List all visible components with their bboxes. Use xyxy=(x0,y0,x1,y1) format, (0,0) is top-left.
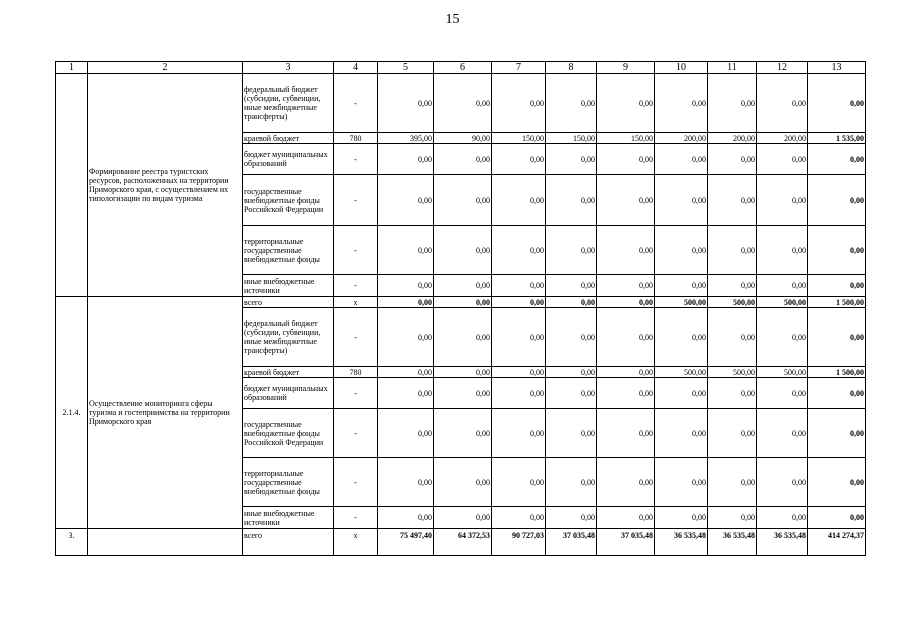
value-cell: 200,00 xyxy=(708,133,757,144)
total-cell: 0,00 xyxy=(808,144,866,175)
code-cell: - xyxy=(334,175,378,226)
value-cell: 0,00 xyxy=(378,175,434,226)
value-cell: 0,00 xyxy=(708,308,757,367)
value-cell: 0,00 xyxy=(378,378,434,409)
value-cell: 0,00 xyxy=(378,507,434,529)
value-cell: 150,00 xyxy=(546,133,597,144)
value-cell: 0,00 xyxy=(378,74,434,133)
funding-source: территориальные государственные внебюджетные фонды xyxy=(243,226,334,275)
value-cell: 0,00 xyxy=(597,308,655,367)
value-cell: 150,00 xyxy=(492,133,546,144)
page-number: 15 xyxy=(445,12,460,27)
funding-source: бюджет муниципальных образований xyxy=(243,144,334,175)
value-cell: 0,00 xyxy=(546,378,597,409)
value-cell: 0,00 xyxy=(434,378,492,409)
funding-source: иные внебюджетные источники xyxy=(243,275,334,297)
value-cell: 500,00 xyxy=(757,297,808,308)
value-cell: 0,00 xyxy=(492,144,546,175)
value-cell: 0,00 xyxy=(597,378,655,409)
total-cell: 0,00 xyxy=(808,175,866,226)
value-cell: 0,00 xyxy=(708,409,757,458)
code-cell: - xyxy=(334,409,378,458)
value-cell: 0,00 xyxy=(492,226,546,275)
value-cell: 0,00 xyxy=(655,275,708,297)
value-cell: 0,00 xyxy=(492,297,546,308)
value-cell: 0,00 xyxy=(546,175,597,226)
value-cell: 0,00 xyxy=(434,175,492,226)
value-cell: 0,00 xyxy=(546,74,597,133)
column-header: 6 xyxy=(434,62,492,74)
value-cell: 0,00 xyxy=(434,458,492,507)
value-cell: 0,00 xyxy=(434,226,492,275)
value-cell: 0,00 xyxy=(708,144,757,175)
total-cell: 1 500,00 xyxy=(808,297,866,308)
value-cell: 0,00 xyxy=(546,144,597,175)
value-cell: 0,00 xyxy=(757,507,808,529)
value-cell: 0,00 xyxy=(546,297,597,308)
code-cell: - xyxy=(334,458,378,507)
value-cell: 90 727,03 xyxy=(492,529,546,556)
value-cell: 0,00 xyxy=(655,378,708,409)
row-number: 3. xyxy=(56,529,88,556)
total-cell: 1 535,00 xyxy=(808,133,866,144)
value-cell: 0,00 xyxy=(597,275,655,297)
value-cell: 0,00 xyxy=(708,275,757,297)
value-cell: 500,00 xyxy=(757,367,808,378)
value-cell: 37 035,48 xyxy=(546,529,597,556)
table-row xyxy=(56,74,866,133)
value-cell: 0,00 xyxy=(655,409,708,458)
total-cell: 0,00 xyxy=(808,458,866,507)
code-cell: - xyxy=(334,275,378,297)
value-cell: 0,00 xyxy=(378,458,434,507)
measure-description: Осуществление мониторинга сферы туризма и гостеприимства на территории Приморского края xyxy=(88,297,243,529)
value-cell: 0,00 xyxy=(597,507,655,529)
value-cell: 0,00 xyxy=(546,226,597,275)
total-cell: 414 274,37 xyxy=(808,529,866,556)
code-cell: - xyxy=(334,74,378,133)
code-cell: х xyxy=(334,529,378,556)
value-cell: 0,00 xyxy=(655,458,708,507)
funding-source: федеральный бюджет (субсидии, субвенции, иные межбюджетные трансферты) xyxy=(243,74,334,133)
total-cell: 0,00 xyxy=(808,378,866,409)
value-cell: 0,00 xyxy=(708,175,757,226)
value-cell: 500,00 xyxy=(708,297,757,308)
column-header: 13 xyxy=(808,62,866,74)
value-cell: 0,00 xyxy=(757,308,808,367)
value-cell: 0,00 xyxy=(655,507,708,529)
column-header: 7 xyxy=(492,62,546,74)
budget-table xyxy=(55,61,866,556)
value-cell: 0,00 xyxy=(597,175,655,226)
value-cell: 0,00 xyxy=(757,144,808,175)
code-cell: - xyxy=(334,144,378,175)
value-cell: 0,00 xyxy=(655,74,708,133)
value-cell: 0,00 xyxy=(546,458,597,507)
value-cell: 0,00 xyxy=(434,297,492,308)
funding-source: территориальные государственные внебюджетные фонды xyxy=(243,458,334,507)
value-cell: 0,00 xyxy=(597,74,655,133)
total-cell: 0,00 xyxy=(808,74,866,133)
value-cell: 0,00 xyxy=(708,507,757,529)
funding-source: государственные внебюджетные фонды Российской Федерации xyxy=(243,175,334,226)
value-cell: 0,00 xyxy=(708,226,757,275)
column-header: 9 xyxy=(597,62,655,74)
value-cell: 0,00 xyxy=(597,458,655,507)
value-cell: 36 535,48 xyxy=(757,529,808,556)
value-cell: 0,00 xyxy=(492,409,546,458)
measure-description xyxy=(88,529,243,556)
value-cell: 0,00 xyxy=(492,308,546,367)
row-number xyxy=(56,74,88,297)
value-cell: 0,00 xyxy=(492,378,546,409)
value-cell: 0,00 xyxy=(434,367,492,378)
value-cell: 0,00 xyxy=(434,308,492,367)
value-cell: 0,00 xyxy=(757,175,808,226)
value-cell: 0,00 xyxy=(492,458,546,507)
value-cell: 0,00 xyxy=(757,275,808,297)
measure-description: Формирование реестра туристских ресурсов, расположенных на территории Приморского края, с осуществлением их типологизации по видам туризма xyxy=(88,74,243,297)
total-cell: 0,00 xyxy=(808,507,866,529)
value-cell: 90,00 xyxy=(434,133,492,144)
funding-source: краевой бюджет xyxy=(243,367,334,378)
column-header: 5 xyxy=(378,62,434,74)
value-cell: 0,00 xyxy=(492,74,546,133)
value-cell: 0,00 xyxy=(378,275,434,297)
value-cell: 0,00 xyxy=(378,297,434,308)
funding-source: государственные внебюджетные фонды Российской Федерации xyxy=(243,409,334,458)
value-cell: 0,00 xyxy=(378,308,434,367)
value-cell: 0,00 xyxy=(597,144,655,175)
funding-source: иные внебюджетные источники xyxy=(243,507,334,529)
value-cell: 0,00 xyxy=(546,409,597,458)
value-cell: 0,00 xyxy=(492,275,546,297)
column-header: 8 xyxy=(546,62,597,74)
value-cell: 150,00 xyxy=(597,133,655,144)
value-cell: 0,00 xyxy=(378,367,434,378)
value-cell: 0,00 xyxy=(655,226,708,275)
value-cell: 0,00 xyxy=(757,226,808,275)
value-cell: 0,00 xyxy=(597,226,655,275)
value-cell: 0,00 xyxy=(655,308,708,367)
value-cell: 500,00 xyxy=(655,367,708,378)
column-header: 10 xyxy=(655,62,708,74)
value-cell: 0,00 xyxy=(708,458,757,507)
value-cell: 0,00 xyxy=(597,367,655,378)
value-cell: 36 535,48 xyxy=(655,529,708,556)
value-cell: 64 372,53 xyxy=(434,529,492,556)
value-cell: 75 497,40 xyxy=(378,529,434,556)
total-cell: 1 500,00 xyxy=(808,367,866,378)
value-cell: 0,00 xyxy=(757,409,808,458)
value-cell: 0,00 xyxy=(434,507,492,529)
value-cell: 0,00 xyxy=(546,275,597,297)
value-cell: 0,00 xyxy=(492,507,546,529)
value-cell: 0,00 xyxy=(492,175,546,226)
code-cell: х xyxy=(334,297,378,308)
value-cell: 36 535,48 xyxy=(708,529,757,556)
row-number: 2.1.4. xyxy=(56,297,88,529)
value-cell: 500,00 xyxy=(655,297,708,308)
funding-source: краевой бюджет xyxy=(243,133,334,144)
column-header: 4 xyxy=(334,62,378,74)
value-cell: 0,00 xyxy=(378,409,434,458)
code-cell: - xyxy=(334,308,378,367)
value-cell: 0,00 xyxy=(655,175,708,226)
value-cell: 0,00 xyxy=(434,144,492,175)
code-cell: - xyxy=(334,226,378,275)
value-cell: 0,00 xyxy=(546,367,597,378)
value-cell: 0,00 xyxy=(757,74,808,133)
value-cell: 37 035,48 xyxy=(597,529,655,556)
funding-source: всего xyxy=(243,529,334,556)
code-cell: 780 xyxy=(334,367,378,378)
table-header-row xyxy=(56,62,866,74)
value-cell: 0,00 xyxy=(708,378,757,409)
value-cell: 0,00 xyxy=(378,144,434,175)
value-cell: 500,00 xyxy=(708,367,757,378)
code-cell: 780 xyxy=(334,133,378,144)
table-row xyxy=(56,297,866,308)
value-cell: 0,00 xyxy=(378,226,434,275)
code-cell: - xyxy=(334,378,378,409)
total-cell: 0,00 xyxy=(808,409,866,458)
grand-total-row xyxy=(56,529,866,556)
value-cell: 0,00 xyxy=(757,458,808,507)
column-header: 3 xyxy=(243,62,334,74)
column-header: 11 xyxy=(708,62,757,74)
value-cell: 0,00 xyxy=(546,308,597,367)
column-header: 1 xyxy=(56,62,88,74)
value-cell: 0,00 xyxy=(492,367,546,378)
funding-source: бюджет муниципальных образований xyxy=(243,378,334,409)
value-cell: 0,00 xyxy=(708,74,757,133)
value-cell: 200,00 xyxy=(655,133,708,144)
funding-source: всего xyxy=(243,297,334,308)
value-cell: 0,00 xyxy=(434,74,492,133)
value-cell: 0,00 xyxy=(434,275,492,297)
value-cell: 0,00 xyxy=(757,378,808,409)
value-cell: 0,00 xyxy=(546,507,597,529)
value-cell: 0,00 xyxy=(655,144,708,175)
value-cell: 395,00 xyxy=(378,133,434,144)
funding-source: федеральный бюджет (субсидии, субвенции, иные межбюджетные трансферты) xyxy=(243,308,334,367)
column-header: 2 xyxy=(88,62,243,74)
total-cell: 0,00 xyxy=(808,226,866,275)
value-cell: 0,00 xyxy=(434,409,492,458)
value-cell: 200,00 xyxy=(757,133,808,144)
value-cell: 0,00 xyxy=(597,297,655,308)
column-header: 12 xyxy=(757,62,808,74)
total-cell: 0,00 xyxy=(808,275,866,297)
value-cell: 0,00 xyxy=(597,409,655,458)
code-cell: - xyxy=(334,507,378,529)
total-cell: 0,00 xyxy=(808,308,866,367)
